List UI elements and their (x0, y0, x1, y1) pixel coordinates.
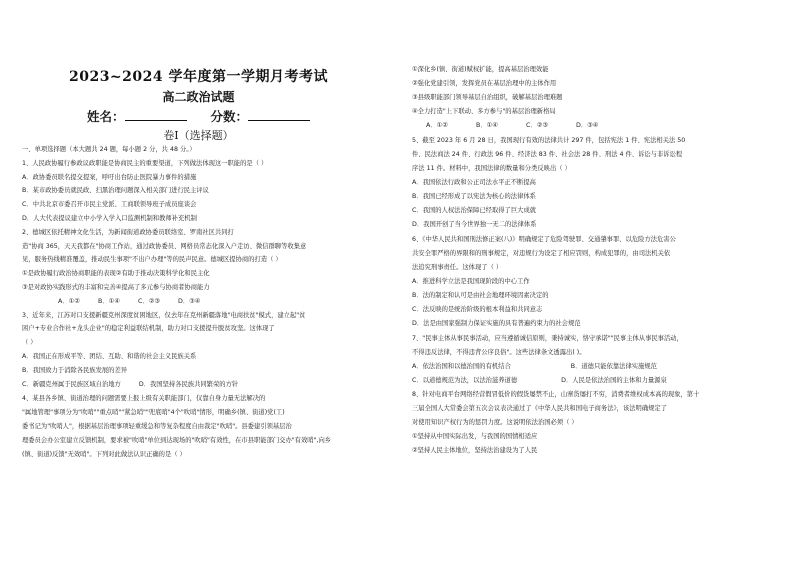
option-c: C．新疆克州属于民族区域自治地方 (22, 381, 121, 388)
question-line: 8、针对电商平台网络经营假冒低价的假货屡禁不止，山寨货屡打不穷，消费者维权成本高的现象，第十 (412, 391, 700, 398)
question-line: 委书记为"吹哨人"，根据基层治理事项轻重缓急和等复杂程度自由裁定"吹哨"。县委建引领基层治 (22, 423, 292, 430)
option-line: D．法是由国家强制力保证实施的具有普遍约束力的社会规范 (412, 320, 581, 327)
option-a: A．依法治国和以德治国的有机结合 (412, 363, 511, 370)
option-b: B．①④ (476, 122, 498, 129)
question-line: 困户+专业合作社+龙头企业"的稳定利益联结机制，助力对口支援提升脱贫攻坚。这体现了 (22, 325, 275, 332)
statement-line: ④全力打造"上下联动、多方参与"的基层治理新格局 (412, 108, 556, 115)
option-line: A．我国依法行政和公正司法水平正不断提高 (412, 179, 536, 186)
option-b: B．①④ (98, 298, 120, 305)
statement-line: ②坚持人民主体地位，坚持法治建设为了人民 (412, 447, 538, 454)
options-row (426, 122, 626, 130)
option-d: D．③④ (576, 122, 599, 129)
option-line: D．人大代表提议建立中小学入学入口监测机制和教师补充机制 (22, 215, 197, 222)
statement-line: ①是政协履行政治协商职能的表现②有助于推动决策科学化和民主化 (22, 270, 210, 277)
option-line-pair (412, 363, 657, 371)
question-line: 5、截至 2023 年 6 月 28 日，我国现行有效的法律共计 297 件，包括宪法 1 件、宪法相关法 50 (412, 137, 686, 144)
option-d: D．我国坚持各民族共同繁荣的方针 (138, 381, 239, 388)
option-line: C．中共北京市委召开市民主党派、工商联领导班子成员座谈会 (22, 201, 197, 208)
name-score-row (0, 107, 397, 125)
question-line: 1、人民政协履行参政议政职能是协商民主的重要渠道，下列做法体现这一职能的是（ ） (22, 160, 268, 167)
name-label: 姓名： (86, 109, 125, 124)
option-c: C．以道德规范为法，以法治滋养道德 (412, 377, 518, 384)
option-line: B．法的制定和认可是由社会地理环境因素决定的 (412, 292, 549, 299)
option-a: A．①② (426, 122, 448, 129)
question-line: 对使用知识产权行为的惩罚力度。这说明依法治国必须（ ） (412, 419, 578, 426)
instruction-line: 一、单项选择题（本大题共 24 题，每小题 2 分，共 48 分。） (22, 146, 196, 153)
option-line: C．法反映的是统治阶级的根本利益和共同意志 (412, 306, 543, 313)
option-line: B．我国已经形成了以宪法为核心的法律体系 (412, 193, 536, 200)
option-line: B．我国致力于消除各民族发展的差异 (22, 367, 128, 374)
question-line: 不得违反法律，不得违背公序良俗"。这些法律条文透露出( )。 (412, 349, 586, 356)
question-line: 理委员会办公室建立反馈机制，要求被"吹哨"单位到达现场的"吹哨"有效性，在市县职能部门交办"有效哨",向乡 (22, 437, 332, 444)
options-row (58, 298, 218, 306)
question-line: 3、近年来，江苏对口支援新疆克州深度贫困地区，仅去年在克州新疆落地"电商扶贫"模式，建立起"贫 (22, 312, 306, 319)
question-line: 共安全罪严格的界限和的刑事规定，对违规行为设定了相应罚则，构成犯罪的，由司法机关依 (412, 250, 671, 257)
option-line: A．我国正在形成平等、团结、互助、和谐的社会主义民族关系 (22, 353, 197, 360)
question-line: 三届全国人大常委会第五次会议表决通过了《中华人民共和国电子商务法》，该法明确规定了 (412, 405, 668, 412)
question-line: 7、"民事主体从事民事活动，应当遵循诚信原则，秉持诚实，恪守承诺""民事主体从事民事活动， (412, 335, 683, 342)
option-line-pair (22, 381, 238, 389)
option-d: D．③④ (178, 298, 201, 305)
question-line: (镇、街道)反馈"无效哨"。下列对此做法认识正确的是（ ） (22, 451, 186, 458)
statement-line: ③是对政协实践形式的丰富和完善④提高了多元参与协商者协商能力 (22, 284, 210, 291)
option-a: A．①② (58, 298, 80, 305)
option-line: A．推进科学立法是我国现阶段的中心工作 (412, 278, 530, 285)
statement-line: ①深化乡(镇、街道)赋权扩能，提高基层治理效能 (412, 66, 549, 73)
statement-line: ③县级职能部门领导基层自治组织，破解基层治理难题 (412, 94, 563, 101)
option-c: C．②③ (526, 122, 548, 129)
option-line-pair (412, 377, 667, 385)
option-line: C．我国的人权法治保障已经取得了巨大成就 (412, 207, 537, 214)
exam-title: 2023~2024 学年度第一学期月考考试 (68, 69, 329, 85)
option-b: B．道德只能依靠法律实施规范 (570, 363, 657, 370)
option-line: B．某市政协委员就民政、扫黑治理问题深入相关部门进行民主评议 (22, 187, 209, 194)
exam-subtitle: 高二政治试题 (162, 90, 235, 104)
question-line: 造"协商 365，天天我都在"协商工作站，通过政协委员、网格员常态化深入户走访、微信群聊等收集意 (22, 243, 307, 250)
question-line: （ ） (22, 339, 37, 346)
section-heading: 卷Ⅰ（选择题） (163, 129, 234, 142)
option-c: C．②③ (138, 298, 160, 305)
name-blank[interactable] (125, 109, 187, 121)
option-line: A．政协委员联名提交提案，呼吁出台防止医院暴力事件的措施 (22, 174, 197, 181)
question-line: "属地管理"事项分为"吹哨""重点哨""紧急哨""兜底哨"4个"吹哨"情形，明确乡(镇、街道)党(工) (22, 409, 285, 416)
option-line: D．我国开创了当今世界独一无二的法律体系 (412, 221, 537, 228)
question-line: 2、德城区依托精神文化生活，为新闻街道政协委员联络室、罗南社区共同打 (22, 229, 234, 236)
score-label: 分数： (210, 109, 249, 124)
question-line: 件、民法商法 24 件、行政法 96 件、经济法 83 件、社会法 28 件、刑法 4 件、诉讼与非诉讼程 (412, 151, 683, 158)
statement-line: ②强化党建引领，发挥党员在基层治理中的主体作用 (412, 80, 557, 87)
option-d: D．人民是依法治国的主体和力量源泉 (561, 377, 667, 384)
statement-line: ①坚持从中国实际出发，与我国的国情相适应 (412, 433, 538, 440)
question-line: 4、某县各乡镇、街道治理的问题需要上报上级有关职能部门，仅靠自身力量无法解决的 (22, 395, 266, 402)
question-line: 序法 11 件。材料中，我国法律的数量和分类反映出（ ） (412, 165, 571, 172)
question-line: 法追究刑事责任。这体现了（ ） (412, 264, 503, 271)
question-line: 6、《中华人民共和国刑法修正案(八)》明确规定了危险驾驶罪、交通肇事罪、以危险方法危害公 (412, 236, 676, 243)
question-line: 见，服务热线精准覆盖，推动民生事项"不出户办理"等的民声民意。德城区提协商的打造（ ） (22, 256, 282, 263)
score-blank[interactable] (248, 109, 310, 121)
